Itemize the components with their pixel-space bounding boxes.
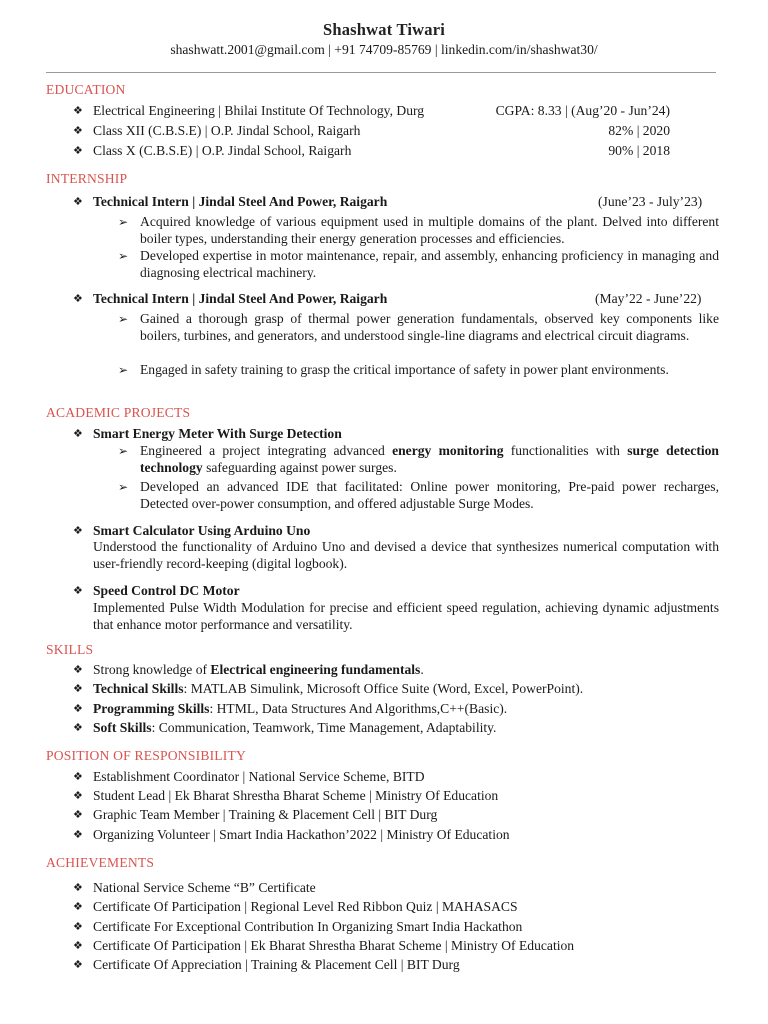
- bullet-icon: ❖: [73, 683, 83, 695]
- internship-point: Developed expertise in motor maintenance, repair, and assembly, enhancing proficiency in managing and diagnosing electrical machinery.: [140, 248, 719, 280]
- bullet-icon: ❖: [73, 105, 83, 117]
- skill-item: Technical Skills: MATLAB Simulink, Microsoft Office Suite (Word, Excel, PowerPoint).: [93, 681, 584, 696]
- bullet-icon: ❖: [73, 703, 83, 715]
- candidate-name: Shashwat Tiwari: [322, 20, 446, 39]
- project-description: Implemented Pulse Width Modulation for precise and efficient speed regulation, achieving dynamic adjustments that enhance motor performance and versatility.: [93, 600, 719, 632]
- bullet-icon: ❖: [73, 428, 83, 440]
- header-divider: [46, 72, 716, 73]
- contact-line: shashwatt.2001@gmail.com | +91 74709-85769 | linkedin.com/in/shashwat30/: [170, 42, 598, 57]
- arrow-bullet-icon: ➢: [118, 480, 129, 494]
- achievement-item: Certificate For Exceptional Contribution In Organizing Smart India Hackathon: [93, 919, 523, 934]
- bullet-icon: ❖: [73, 125, 83, 137]
- education-degree: Class XII (C.B.S.E) | O.P. Jindal School, Raigarh: [93, 123, 361, 138]
- bullet-icon: ❖: [73, 809, 83, 821]
- bullet-icon: ❖: [73, 196, 83, 208]
- project-description: Understood the functionality of Arduino Uno and devised a device that synthesizes numerical computation with user-friendly record-keeping (digital logbook).: [93, 539, 719, 571]
- achievement-item: Certificate Of Participation | Regional Level Red Ribbon Quiz | MAHASACS: [93, 899, 518, 914]
- arrow-bullet-icon: ➢: [118, 312, 129, 326]
- internship-point: Acquired knowledge of various equipment used in multiple domains of the plant. Delved into different boiler types, understanding their energy generation processes and efficiencies.: [140, 214, 719, 246]
- project-title: Speed Control DC Motor: [93, 583, 240, 598]
- project-title: Smart Energy Meter With Surge Detection: [93, 426, 342, 441]
- section-heading-responsibility: POSITION OF RESPONSIBILITY: [46, 748, 247, 763]
- achievement-item: Certificate Of Appreciation | Training & Placement Cell | BIT Durg: [93, 957, 460, 972]
- section-heading-achievements: ACHIEVEMENTS: [46, 855, 155, 870]
- bullet-icon: ❖: [73, 664, 83, 676]
- bullet-icon: ❖: [73, 921, 83, 933]
- bullet-icon: ❖: [73, 940, 83, 952]
- skill-item: Programming Skills: HTML, Data Structures And Algorithms,C++(Basic).: [93, 701, 508, 716]
- bullet-icon: ❖: [73, 771, 83, 783]
- responsibility-item: Establishment Coordinator | National Service Scheme, BITD: [93, 769, 425, 784]
- internship-dates: (May’22 - June’22): [595, 291, 702, 306]
- bullet-icon: ❖: [73, 882, 83, 894]
- arrow-bullet-icon: ➢: [118, 363, 129, 377]
- education-degree: Electrical Engineering | Bhilai Institute Of Technology, Durg: [93, 103, 425, 118]
- bullet-icon: ❖: [73, 959, 83, 971]
- project-point: Developed an advanced IDE that facilitated: Online power monitoring, Pre-paid power recharges, Detected over-power consumption, and offered adjustable Surge Modes.: [140, 479, 719, 511]
- bullet-icon: ❖: [73, 790, 83, 802]
- bullet-icon: ❖: [73, 293, 83, 305]
- section-heading-projects: ACADEMIC PROJECTS: [46, 405, 191, 420]
- arrow-bullet-icon: ➢: [118, 215, 129, 229]
- internship-point: Gained a thorough grasp of thermal power generation fundamentals, observed key components like boilers, turbines, and generators, and understood single-line diagrams and electrical circuit diagrams.: [140, 311, 719, 343]
- bullet-icon: ❖: [73, 585, 83, 597]
- arrow-bullet-icon: ➢: [118, 444, 129, 458]
- bullet-icon: ❖: [73, 722, 83, 734]
- internship-title: Technical Intern | Jindal Steel And Power, Raigarh: [93, 194, 388, 209]
- education-item: [93, 143, 719, 159]
- education-item: [93, 103, 719, 119]
- achievement-item: National Service Scheme “B” Certificate: [93, 880, 316, 895]
- responsibility-item: Graphic Team Member | Training & Placement Cell | BIT Durg: [93, 807, 438, 822]
- internship-title: Technical Intern | Jindal Steel And Power, Raigarh: [93, 291, 388, 306]
- section-heading-internship: INTERNSHIP: [46, 171, 128, 186]
- education-degree: Class X (C.B.S.E) | O.P. Jindal School, Raigarh: [93, 143, 352, 158]
- project-title: Smart Calculator Using Arduino Uno: [93, 523, 311, 538]
- achievement-item: Certificate Of Participation | Ek Bharat Shrestha Bharat Scheme | Ministry Of Education: [93, 938, 575, 953]
- responsibility-item: Student Lead | Ek Bharat Shrestha Bharat Scheme | Ministry Of Education: [93, 788, 499, 803]
- arrow-bullet-icon: ➢: [118, 249, 129, 263]
- section-heading-skills: SKILLS: [46, 642, 94, 657]
- skill-item: Soft Skills: Communication, Teamwork, Time Management, Adaptability.: [93, 720, 497, 735]
- bullet-icon: ❖: [73, 525, 83, 537]
- bullet-icon: ❖: [73, 901, 83, 913]
- internship-point: Engaged in safety training to grasp the critical importance of safety in power plant environments.: [140, 362, 669, 377]
- internship-dates: (June’23 - July’23): [598, 194, 703, 209]
- education-score: 82% | 2020: [608, 123, 670, 138]
- education-score: CGPA: 8.33 | (Aug’20 - Jun’24): [495, 103, 670, 118]
- education-score: 90% | 2018: [608, 143, 670, 158]
- education-item: [93, 123, 719, 139]
- bullet-icon: ❖: [73, 145, 83, 157]
- skill-item: Strong knowledge of Electrical engineering fundamentals.: [93, 662, 424, 677]
- bullet-icon: ❖: [73, 829, 83, 841]
- project-point: Engineered a project integrating advanced energy monitoring functionalities with surge detection technology safeguarding against power surges.: [140, 443, 719, 475]
- responsibility-item: Organizing Volunteer | Smart India Hackathon’2022 | Ministry Of Education: [93, 827, 510, 842]
- section-heading-education: EDUCATION: [46, 82, 126, 97]
